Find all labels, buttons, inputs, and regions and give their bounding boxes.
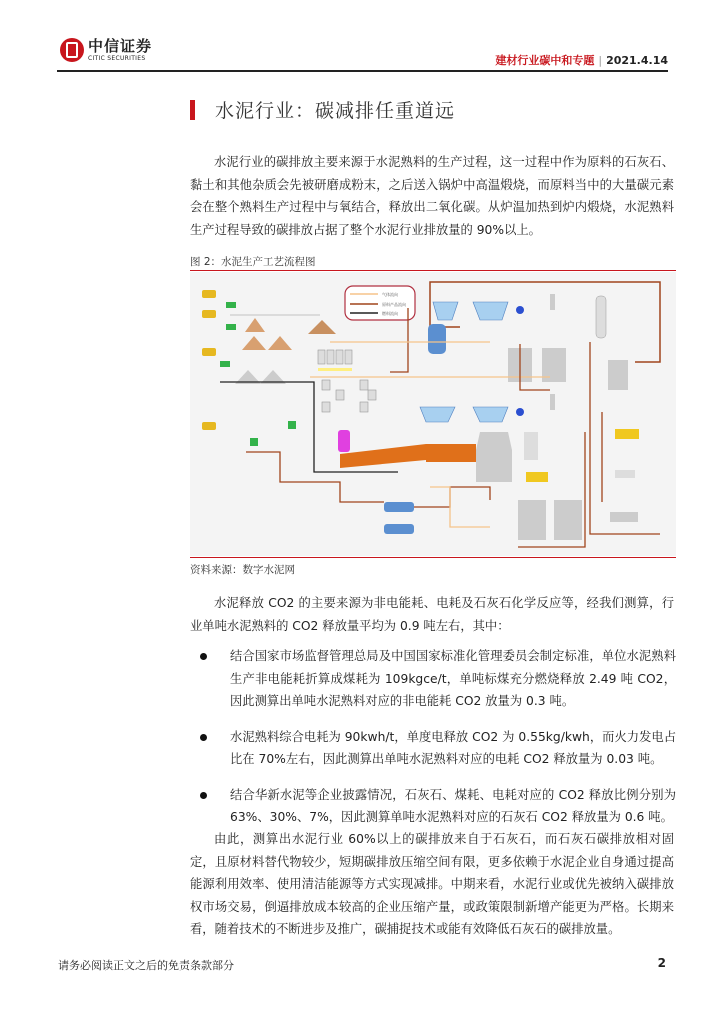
bullet-text: 结合华新水泥等企业披露情况，石灰石、煤耗、电耗对应的 CO2 释放比例分别为 63%、30%、7%，因此测算单吨水泥熟料对应的石灰石 CO2 释放量为 0.6 吨。 [230, 787, 676, 824]
bullet-dot-icon [200, 734, 207, 741]
flow-diagram-graphic [190, 272, 676, 556]
bullet-text: 水泥熟料综合电耗为 90kwh/t，单度电释放 CO2 为 0.55kg/kwh，而火力发电占比在 70%左右，因此测算出单吨水泥熟料对应的电耗 CO2 释放量为 0.03 吨。 [230, 729, 676, 766]
logo-en: CITIC SECURITIES [88, 54, 146, 62]
section-title-text: 水泥行业：碳减排任重道远 [215, 100, 456, 122]
section-title [190, 96, 455, 123]
svg-text:原料产品流向: 原料产品流向 [382, 302, 406, 307]
figure-bottom-rule [190, 557, 676, 558]
cement-process-flow-diagram [190, 272, 676, 556]
bullet-dot-icon [200, 653, 207, 660]
figure-top-rule [190, 270, 676, 271]
citic-logo [60, 38, 152, 62]
paragraph-co2-sources: 水泥释放 CO2 的主要来源为非电能耗、电耗及石灰石化学反应等，经我们测算，行业单吨水泥熟料的 CO2 释放量平均为 0.9 吨左右，其中： [190, 596, 674, 633]
paragraph-conclusion: 由此，测算出水泥行业 60%以上的碳排放来自于石灰石，而石灰石碳排放相对固定，且原材料替代物较少，短期碳排放压缩空间有限，更多依赖于水泥企业自身通过提高能源利用效率、使用清洁能源等方式实现减排。中期来看，水泥行业或优先被纳入碳排放权市场交易，倒逼排放成本较高的企业压缩产量，或政策限制新增产能更为严格。长期来看，随着技术的不断进步及推广，碳捕捉技术或能有效降低石灰石的碳排放量。 [190, 832, 674, 936]
footer-disclaimer: 请务必阅读正文之后的免责条款部分 [58, 959, 234, 972]
figure-source: 资料来源：数字水泥网 [190, 564, 295, 576]
report-topic: 建材行业碳中和专题 [495, 54, 595, 67]
bullet-item [190, 784, 676, 829]
paragraph-intro: 水泥行业的碳排放主要来源于水泥熟料的生产过程，这一过程中作为原料的石灰石、黏土和其他杂质会先被研磨成粉末，之后送入锅炉中高温煅烧，而原料当中的大量碳元素会在整个熟料生产过程中与氧结合，释放出二氧化碳。从炉温加热到炉内煅烧，水泥熟料生产过程导致的碳排放占据了整个水泥行业排放量的 90%以上。 [190, 155, 674, 237]
bullet-dot-icon [200, 792, 207, 799]
svg-text:气体流向: 气体流向 [382, 292, 398, 297]
bullet-text: 结合国家市场监督管理总局及中国国家标准化管理委员会制定标准，单位水泥熟料生产非电能耗折算成煤耗为 109kgce/t，单吨标煤充分燃烧释放 2.49 吨 CO2，因此测算出单吨水泥熟料对应的非电能耗 CO2 放量为 0.3 吨。 [230, 649, 676, 708]
header-divider [57, 70, 668, 72]
page-number: 2 [657, 956, 666, 970]
report-date: 2021.4.14 [606, 53, 668, 67]
svg-text:燃料流向: 燃料流向 [382, 311, 398, 316]
header-separator: | [598, 53, 603, 67]
section-marker [190, 100, 195, 120]
logo-cn: 中信证券 [88, 36, 153, 55]
bullet-item [190, 726, 676, 771]
citic-logo-icon [60, 38, 84, 62]
bullet-item [190, 645, 676, 713]
figure-caption: 图 2：水泥生产工艺流程图 [190, 256, 316, 268]
header-meta [495, 52, 668, 68]
bullet-list [190, 645, 676, 842]
